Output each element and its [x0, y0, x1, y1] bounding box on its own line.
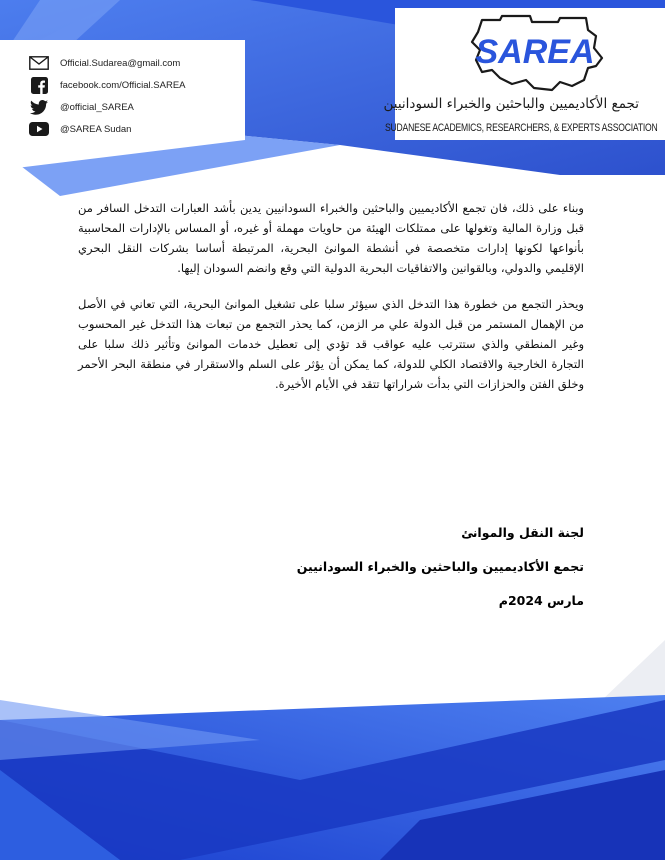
contact-youtube[interactable]: [28, 118, 248, 140]
signature-organization: تجمع الأكاديميين والباحثين والخبراء السودانيين: [296, 559, 584, 574]
body-paragraph-2: ويحذر التجمع من خطورة هذا التدخل الذي سيؤثر سلبا على تشغيل الموانئ البحرية، التي تعاني في الأصل من الإهمال المستمر من قبل الدولة علي مر الزمن، كما يحذر التجمع من تبعات هذا التدخل غير المحسوب وغير المنطقي والذي ستترتب عليه عواقب قد تؤدي إلى تعطيل خدمات الموانئ وتأثير ذلك سلبا على التجارة الخارجية والاقتصاد الكلي للدولة، كما يمكن أن يؤثر على السلم والاستقرار في منطقة البحر الأحمر وخلق الفتن والحزازات التي بدأت شراراتها تتقد في الأيام الأخيرة.: [78, 297, 584, 391]
letter-body: [78, 198, 584, 410]
contact-twitter-text: @official_SAREA: [60, 101, 134, 113]
org-name-arabic: تجمع الأكاديميين والباحثين والخبراء السودانيين: [383, 96, 639, 112]
twitter-icon: [28, 98, 50, 116]
contact-youtube-text: @SAREA Sudan: [60, 123, 132, 135]
facebook-icon: [28, 76, 50, 94]
youtube-icon: [28, 120, 50, 138]
logo-text: SAREA: [475, 33, 595, 71]
contact-facebook-text: facebook.com/Official.SAREA: [60, 79, 186, 91]
signature-block: [78, 516, 584, 618]
signature-committee: لجنة النقل والموانئ: [461, 525, 584, 540]
org-name-english: SUDANESE ACADEMICS, RESEARCHERS, & EXPERTS ASSOCIATION: [385, 121, 658, 134]
contact-email-text: Official.Sudarea@gmail.com: [60, 57, 181, 69]
mail-icon: [28, 54, 50, 72]
contact-facebook[interactable]: [28, 74, 248, 96]
body-paragraph-1: وبناء على ذلك، فان تجمع الأكاديميين والباحثين والخبراء السودانيين يدين بأشد العبارات التدخل السافر من قبل وزارة المالية وتغولها على ممتلكات الهيئة من حاويات مهملة أو غيره، أو المساس بالإدارات المحاسبية بأنواعها لكونها إدارات متخصصة في أنشطة الموانئ البحرية، المرتبطة أساسا بشركات النقل البحري الإقليمي والدولي، وبالقوانين والاتفاقيات البحرية الدولية التي وقع وانضم السودان إليها.: [78, 201, 584, 275]
signature-date: مارس 2024م: [498, 593, 584, 608]
sarea-logo: [460, 14, 610, 94]
contact-twitter[interactable]: [28, 96, 248, 118]
contact-list: [28, 52, 248, 140]
contact-email[interactable]: [28, 52, 248, 74]
